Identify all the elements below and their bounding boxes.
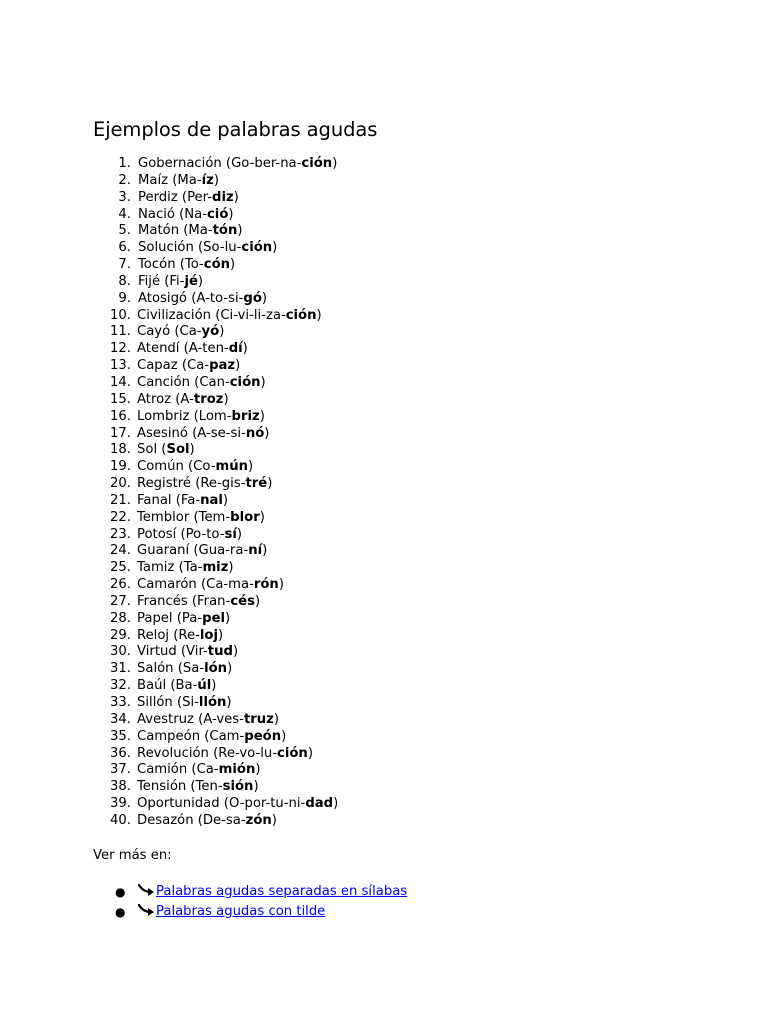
item-text: [138, 190, 239, 207]
item-number: 24.: [110, 543, 131, 559]
link-palabras-agudas-con-tilde[interactable]: Palabras agudas con tilde: [156, 903, 326, 919]
item-number: 38.: [110, 779, 131, 795]
item-number: 11.: [110, 324, 131, 340]
word-suffix: ): [235, 358, 241, 374]
word-prefix: Campeón (Cam-: [137, 728, 245, 744]
stressed-syllable: íz: [201, 172, 214, 188]
item-text: [137, 324, 224, 341]
word-suffix: ): [255, 762, 261, 778]
item-number: 16.: [110, 408, 131, 424]
bullet-icon: ●: [115, 884, 126, 899]
item-text: [137, 375, 266, 392]
word-prefix: Sillón (Si-: [137, 695, 199, 710]
stressed-syllable: ción: [301, 156, 333, 171]
item-number: 28.: [110, 610, 131, 626]
item-text: [137, 442, 195, 459]
item-number: 10.: [110, 307, 131, 323]
word-prefix: Atroz (A-: [137, 391, 194, 407]
item-text: [137, 746, 313, 763]
stressed-syllable: úl: [197, 678, 212, 694]
stressed-syllable: cés: [230, 593, 255, 609]
item-text: [137, 611, 230, 628]
word-list-item: [93, 240, 733, 257]
stressed-syllable: pel: [202, 610, 226, 626]
word-list-item: [93, 223, 733, 240]
word-list-item: [93, 375, 733, 392]
item-text: [137, 308, 322, 325]
word-prefix: Potosí (Po-to-: [137, 526, 225, 542]
item-text: [137, 493, 228, 510]
word-suffix: ): [197, 273, 204, 289]
item-text: [138, 223, 243, 240]
word-prefix: Guaraní (Gua-ra-: [137, 543, 249, 559]
item-number: 20.: [110, 476, 131, 492]
word-list-item: [93, 358, 733, 375]
item-number: 12.: [110, 341, 131, 357]
stressed-syllable: yó: [201, 324, 220, 340]
word-suffix: ): [259, 509, 265, 525]
word-suffix: ): [262, 543, 268, 559]
word-suffix: ): [272, 240, 278, 256]
stressed-syllable: loj: [199, 627, 218, 643]
item-number: 7.: [118, 257, 131, 273]
stressed-syllable: sí: [224, 526, 237, 542]
word-prefix: Camarón (Ca-ma-: [137, 577, 254, 593]
item-number: 30.: [110, 644, 131, 660]
stressed-syllable: diz: [212, 189, 234, 205]
stressed-syllable: ción: [229, 374, 261, 390]
stressed-syllable: truz: [243, 711, 274, 727]
word-prefix: Atendí (A-ten-: [137, 341, 229, 357]
word-list-item: [93, 729, 733, 746]
word-suffix: ): [253, 779, 259, 795]
word-prefix: Civilización (Ci-vi-li-za-: [137, 307, 286, 323]
word-suffix: ): [254, 593, 261, 609]
word-prefix: Sol (: [137, 442, 167, 458]
item-number: 4.: [118, 206, 131, 222]
word-prefix: Lombriz (Lom-: [137, 408, 232, 424]
stressed-syllable: peón: [244, 728, 282, 744]
item-text: [137, 577, 284, 594]
hook-arrow-icon: [138, 903, 156, 919]
item-number: 26.: [110, 577, 131, 593]
item-number: 34.: [110, 711, 131, 727]
word-suffix: ): [281, 728, 287, 744]
word-suffix: ): [223, 391, 229, 407]
item-text: [138, 156, 337, 173]
item-number: 32.: [110, 678, 131, 694]
word-list-item: [93, 409, 733, 426]
item-number: 15.: [110, 391, 131, 407]
item-text: [137, 392, 229, 409]
item-text: [138, 240, 277, 257]
word-prefix: Oportunidad (O-por-tu-ni-: [137, 796, 306, 812]
word-prefix: Registré (Re-gis-: [137, 476, 246, 492]
stressed-syllable: ción: [277, 745, 308, 761]
word-prefix: Temblor (Tem-: [137, 509, 231, 525]
link-item: [93, 882, 733, 902]
item-number: 33.: [110, 695, 131, 710]
item-number: 9.: [118, 290, 131, 306]
word-prefix: Maíz (Ma-: [138, 172, 202, 188]
item-text: [137, 409, 265, 426]
word-list-item: [93, 493, 733, 510]
word-prefix: Avestruz (A-ves-: [137, 711, 244, 727]
item-text: [137, 661, 232, 678]
word-prefix: Fanal (Fa-: [137, 492, 201, 508]
word-list-item: [93, 628, 733, 645]
word-prefix: Cayó (Ca-: [137, 324, 202, 340]
word-prefix: Canción (Can-: [137, 374, 230, 390]
word-prefix: Gobernación (Go-ber-na-: [138, 156, 302, 171]
stressed-syllable: briz: [231, 408, 260, 424]
word-suffix: ): [333, 796, 339, 812]
stressed-syllable: llón: [198, 695, 227, 710]
item-number: 6.: [118, 240, 131, 256]
word-suffix: ): [233, 189, 239, 205]
word-list-item: [93, 341, 733, 358]
item-text: [137, 762, 261, 779]
stressed-syllable: ción: [285, 307, 317, 323]
word-list-item: [93, 257, 733, 274]
word-list-item: [93, 459, 733, 476]
word-list-item: [93, 274, 733, 291]
item-number: 35.: [110, 728, 131, 744]
word-prefix: Solución (So-lu-: [138, 240, 242, 256]
item-number: 27.: [110, 593, 131, 609]
word-prefix: Desazón (De-sa-: [137, 812, 246, 828]
word-suffix: ): [248, 459, 254, 475]
stressed-syllable: sión: [222, 779, 254, 795]
word-list-item: [93, 291, 733, 308]
item-text: [137, 459, 253, 476]
item-number: 2.: [118, 172, 131, 188]
word-prefix: Virtud (Vir-: [137, 644, 208, 660]
word-suffix: ): [278, 577, 284, 593]
word-list-item: [93, 746, 733, 763]
word-suffix: ): [261, 290, 268, 306]
word-list-item: [93, 207, 733, 224]
word-list-item: [93, 324, 733, 341]
stressed-syllable: paz: [209, 358, 236, 374]
item-number: 17.: [110, 425, 131, 441]
item-text: [137, 678, 216, 695]
word-prefix: Fijé (Fi-: [138, 273, 185, 289]
item-number: 40.: [110, 812, 131, 828]
word-suffix: ): [228, 560, 234, 576]
item-number: 36.: [110, 745, 131, 761]
link-item: [93, 902, 733, 922]
word-list-item: [93, 173, 733, 190]
word-list-item: [93, 308, 733, 325]
stressed-syllable: lón: [204, 661, 228, 677]
link-palabras-agudas-separadas[interactable]: Palabras agudas separadas en sílabas: [156, 883, 408, 899]
word-list: [93, 156, 733, 830]
word-suffix: ): [273, 711, 279, 727]
word-prefix: Matón (Ma-: [138, 223, 213, 239]
word-suffix: ): [236, 526, 242, 542]
item-text: [137, 813, 277, 830]
word-list-item: [93, 695, 733, 712]
item-text: [137, 476, 272, 493]
word-prefix: Tocón (To-: [138, 257, 204, 273]
word-prefix: Atosigó (A-to-si-: [138, 290, 244, 306]
word-prefix: Asesinó (A-se-si-: [137, 425, 246, 441]
word-suffix: ): [316, 307, 322, 323]
word-suffix: ): [219, 324, 225, 340]
item-text: [137, 779, 259, 796]
word-list-item: [93, 510, 733, 527]
word-suffix: ): [226, 695, 232, 710]
word-list-item: [93, 476, 733, 493]
stressed-syllable: Sol: [166, 442, 190, 458]
item-number: 5.: [118, 223, 131, 239]
item-number: 3.: [118, 189, 131, 205]
word-prefix: Perdiz (Per-: [138, 189, 213, 205]
item-text: [137, 796, 338, 813]
word-list-item: [93, 813, 733, 830]
item-number: 8.: [118, 273, 131, 289]
item-number: 22.: [110, 509, 131, 525]
item-number: 13.: [110, 358, 131, 374]
stressed-syllable: nó: [245, 425, 265, 441]
word-list-item: [93, 712, 733, 729]
word-prefix: Baúl (Ba-: [137, 678, 198, 694]
word-suffix: ): [211, 678, 217, 694]
word-list-item: [93, 190, 733, 207]
word-suffix: ): [242, 341, 248, 357]
item-number: 21.: [110, 492, 131, 508]
item-text: [137, 341, 248, 358]
word-list-item: [93, 762, 733, 779]
item-number: 31.: [110, 661, 131, 677]
word-list-item: [93, 678, 733, 695]
item-number: 1.: [118, 156, 131, 171]
stressed-syllable: blor: [230, 509, 260, 525]
item-text: [138, 173, 219, 190]
item-number: 25.: [110, 560, 131, 576]
stressed-syllable: mión: [218, 762, 256, 778]
stressed-syllable: cón: [203, 257, 231, 273]
word-suffix: ): [271, 812, 277, 828]
stressed-syllable: nal: [200, 492, 223, 508]
word-list-item: [93, 796, 733, 813]
word-suffix: ): [228, 206, 234, 222]
word-list-item: [93, 661, 733, 678]
word-list-item: [93, 543, 733, 560]
word-suffix: ): [260, 374, 266, 390]
word-suffix: ): [230, 257, 236, 273]
word-prefix: Reloj (Re-: [137, 627, 200, 643]
item-text: [138, 291, 267, 308]
hook-arrow-icon: [138, 883, 156, 899]
word-list-item: [93, 442, 733, 459]
word-suffix: ): [237, 223, 243, 239]
word-suffix: ): [213, 172, 219, 188]
item-text: [138, 274, 203, 291]
item-text: [137, 594, 260, 611]
word-suffix: ): [189, 442, 195, 458]
word-suffix: ): [332, 156, 338, 171]
item-number: 37.: [110, 762, 131, 778]
word-list-item: [93, 577, 733, 594]
word-suffix: ): [307, 745, 313, 761]
item-number: 39.: [110, 796, 131, 812]
stressed-syllable: ní: [248, 543, 263, 559]
stressed-syllable: dad: [305, 796, 334, 812]
word-prefix: Común (Co-: [137, 459, 216, 475]
stressed-syllable: tud: [207, 644, 233, 660]
document-page: [93, 117, 733, 922]
item-text: [137, 729, 286, 746]
stressed-syllable: miz: [202, 560, 229, 576]
word-prefix: Nació (Na-: [138, 206, 207, 222]
word-list-item: [93, 527, 733, 544]
word-list-item: [93, 392, 733, 409]
word-list-item: [93, 779, 733, 796]
word-prefix: Salón (Sa-: [137, 661, 205, 677]
word-suffix: ): [227, 661, 233, 677]
word-suffix: ): [259, 408, 265, 424]
word-list-item: [93, 156, 733, 173]
item-text: [137, 543, 267, 560]
stressed-syllable: troz: [193, 391, 224, 407]
word-prefix: Tamiz (Ta-: [137, 560, 203, 576]
item-text: [138, 257, 235, 274]
word-list-item: [93, 594, 733, 611]
word-suffix: ): [222, 492, 229, 508]
word-suffix: ): [267, 476, 273, 492]
stressed-syllable: tón: [212, 223, 238, 239]
item-text: [137, 426, 269, 443]
item-text: [137, 644, 238, 661]
stressed-syllable: jé: [184, 273, 198, 289]
stressed-syllable: gó: [243, 290, 262, 306]
word-prefix: Capaz (Ca-: [137, 358, 210, 374]
word-prefix: Francés (Fran-: [137, 593, 231, 609]
item-text: [137, 712, 279, 729]
word-prefix: Revolución (Re-vo-lu-: [137, 745, 278, 761]
item-text: [138, 207, 234, 224]
stressed-syllable: ción: [241, 240, 273, 256]
item-text: [137, 527, 242, 544]
stressed-syllable: zón: [245, 812, 272, 828]
stressed-syllable: rón: [253, 577, 279, 593]
word-list-item: [93, 426, 733, 443]
item-text: [137, 628, 223, 645]
see-more-label: Ver más en:: [93, 847, 172, 863]
bullet-icon: ●: [115, 904, 126, 919]
stressed-syllable: ció: [206, 206, 229, 222]
item-text: [137, 560, 234, 577]
word-suffix: ): [232, 644, 239, 660]
item-number: 14.: [110, 374, 131, 390]
word-suffix: ): [225, 610, 231, 626]
see-more-links: [93, 882, 733, 922]
word-suffix: ): [217, 627, 224, 643]
word-list-item: [93, 560, 733, 577]
stressed-syllable: tré: [245, 476, 268, 492]
item-number: 19.: [110, 459, 131, 475]
item-text: [137, 358, 240, 375]
word-list-item: [93, 611, 733, 628]
word-list-item: [93, 644, 733, 661]
item-text: [137, 695, 232, 712]
item-number: 29.: [110, 627, 131, 643]
word-prefix: Tensión (Ten-: [137, 779, 223, 795]
page-title: Ejemplos de palabras agudas: [93, 118, 378, 141]
stressed-syllable: mún: [215, 459, 248, 475]
word-suffix: ): [264, 425, 270, 441]
word-prefix: Papel (Pa-: [137, 610, 203, 626]
stressed-syllable: dí: [228, 341, 243, 357]
word-prefix: Camión (Ca-: [137, 762, 219, 778]
item-text: [137, 510, 265, 527]
item-number: 18.: [110, 442, 131, 458]
item-number: 23.: [110, 526, 131, 542]
